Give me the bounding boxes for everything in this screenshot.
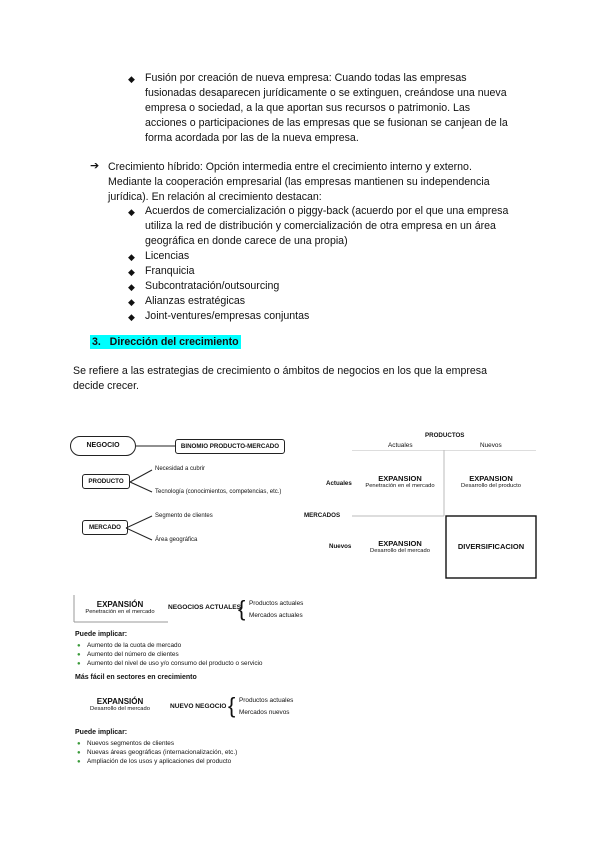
producto-label: PRODUCTO bbox=[88, 478, 124, 485]
cell-diversificacion bbox=[448, 542, 534, 551]
cell-title: EXPANSION bbox=[378, 474, 422, 483]
list-item: Subcontratación/outsourcing bbox=[145, 280, 280, 292]
tecnologia-label: Tecnología (conocimientos, competencias, etc.) bbox=[155, 489, 282, 495]
cell-title: DIVERSIFICACION bbox=[457, 542, 525, 551]
cell-subtitle: Desarrollo del producto bbox=[461, 483, 521, 489]
dot-icon: ● bbox=[77, 750, 81, 756]
text-line: empresa o sociedad, a la que aportan sus recursos o patrimonio. Las bbox=[145, 102, 471, 114]
blurb1-r2: Mercados actuales bbox=[249, 612, 303, 619]
blurb2-bullet: Ampliación de los usos y aplicaciones del producto bbox=[87, 758, 232, 765]
matrix-grid bbox=[352, 450, 542, 580]
text-line: forma acordada por las de la nueva empresa. bbox=[145, 132, 359, 144]
negocio-node bbox=[70, 436, 136, 456]
diamond-bullet-icon: ◆ bbox=[128, 297, 135, 307]
blurb2-bullet: Nuevas áreas geográficas (internacionalización, etc.) bbox=[87, 749, 238, 756]
cell-title: EXPANSION bbox=[378, 539, 422, 548]
blurb2-mid: NUEVO NEGOCIO bbox=[170, 703, 227, 710]
text-line: Se refiere a las estrategias de crecimiento o ámbitos de negocios en los que la empresa bbox=[73, 365, 487, 377]
text-line: acciones o participaciones de las empresas que se fusionan se canjean de la bbox=[145, 117, 508, 129]
fusion-text bbox=[145, 71, 508, 146]
text-line: Acuerdos de comercialización o piggy-back (acuerdo por el que una empresa bbox=[145, 205, 509, 217]
text-line: geográfica en donde carece de una propia) bbox=[145, 235, 348, 247]
mercado-node bbox=[82, 520, 128, 535]
diamond-bullet-icon: ◆ bbox=[128, 267, 135, 277]
row-actuales: Actuales bbox=[326, 480, 352, 487]
blurb2-bullet: Nuevos segmentos de clientes bbox=[87, 740, 175, 747]
section-heading: 3. Dirección del crecimiento bbox=[92, 336, 239, 348]
diamond-bullet-icon: ◆ bbox=[128, 312, 135, 322]
list-item: Licencias bbox=[145, 250, 190, 262]
cell-desarrollo-mercado bbox=[358, 539, 442, 554]
productos-header: PRODUCTOS bbox=[425, 432, 465, 439]
blurb1-puede: Puede implicar: bbox=[75, 631, 128, 638]
diamond-bullet-icon: ◆ bbox=[128, 74, 135, 84]
text-line: jurídica). En relación al crecimiento destacan: bbox=[108, 191, 322, 203]
acuerdos-text bbox=[145, 204, 508, 249]
cell-title: EXPANSION bbox=[469, 474, 513, 483]
blurb1-subtitle: Penetración en el mercado bbox=[85, 609, 155, 615]
cell-subtitle: Desarrollo del mercado bbox=[370, 548, 430, 554]
negocio-label: NEGOCIO bbox=[86, 442, 120, 449]
segmento-label: Segmento de clientes bbox=[155, 513, 213, 519]
hibrido-text bbox=[108, 160, 490, 205]
dot-icon: ● bbox=[77, 759, 81, 765]
list-item: Joint-ventures/empresas conjuntas bbox=[145, 310, 310, 322]
text-line: Mediante la cooperación empresarial (las empresas mantienen su independencia bbox=[108, 176, 490, 188]
blurb2-subtitle: Desarrollo del mercado bbox=[90, 706, 150, 712]
cell-subtitle: Penetración en el mercado bbox=[365, 483, 435, 489]
diamond-bullet-icon: ◆ bbox=[128, 207, 135, 217]
dot-icon: ● bbox=[77, 643, 81, 649]
binomio-node bbox=[175, 439, 285, 454]
cell-penetracion bbox=[358, 474, 442, 489]
brace-icon: { bbox=[228, 693, 236, 718]
list-item: Franquicia bbox=[145, 265, 195, 277]
text-line: utiliza la red de distribución y comercialización de otra empresa en un área bbox=[145, 220, 496, 232]
blurb1-title: EXPANSIÓN bbox=[96, 600, 144, 609]
text-line: Crecimiento híbrido: Opción intermedia entre el crecimiento interno y externo. bbox=[108, 161, 472, 173]
text-line: fusionadas desaparecen jurídicamente o se extinguen, creándose una nueva bbox=[145, 87, 507, 99]
col-nuevos: Nuevos bbox=[480, 442, 502, 449]
blurb1-bullet: Aumento del nivel de uso y/o consumo del producto o servicio bbox=[87, 660, 263, 667]
binomio-label: BINOMIO PRODUCTO-MERCADO bbox=[180, 443, 280, 450]
blurb2-puede: Puede implicar: bbox=[75, 729, 128, 736]
col-actuales: Actuales bbox=[388, 442, 413, 449]
blurb2-r1: Productos actuales bbox=[239, 697, 294, 704]
text-line: Fusión por creación de nueva empresa: Cuando todas las empresas bbox=[145, 72, 467, 84]
brace-icon: { bbox=[238, 596, 246, 621]
dot-icon: ● bbox=[77, 652, 81, 658]
blurb2-title-block bbox=[76, 697, 164, 712]
section-intro bbox=[73, 364, 487, 394]
blurb1-footer: Más fácil en sectores en crecimiento bbox=[75, 674, 197, 681]
blurb1-bullet: Aumento del número de clientes bbox=[87, 651, 179, 658]
mercado-label: MERCADO bbox=[89, 524, 121, 531]
list-item: Alianzas estratégicas bbox=[145, 295, 246, 307]
blurb1-bullet: Aumento de la cuota de mercado bbox=[87, 642, 182, 649]
area-label: Área geográfica bbox=[155, 537, 198, 543]
cell-desarrollo-producto bbox=[448, 474, 534, 489]
blurb2-title: EXPANSIÓN bbox=[96, 697, 144, 706]
blurb2-r2: Mercados nuevos bbox=[239, 709, 290, 716]
diamond-bullet-icon: ◆ bbox=[128, 282, 135, 292]
text-line: decide crecer. bbox=[73, 380, 139, 392]
row-nuevos: Nuevos bbox=[329, 543, 352, 550]
producto-node bbox=[82, 474, 130, 489]
necesidad-label: Necesidad a cubrir bbox=[155, 466, 206, 472]
dot-icon: ● bbox=[77, 661, 81, 667]
arrow-bullet-icon: ➔ bbox=[90, 160, 100, 172]
diamond-bullet-icon: ◆ bbox=[128, 252, 135, 262]
blurb1-r1: Productos actuales bbox=[249, 600, 304, 607]
blurb1-mid: NEGOCIOS ACTUALES bbox=[168, 604, 242, 611]
dot-icon: ● bbox=[77, 741, 81, 747]
mercados-header: MERCADOS bbox=[304, 512, 341, 519]
blurb1-title-block bbox=[76, 600, 164, 615]
